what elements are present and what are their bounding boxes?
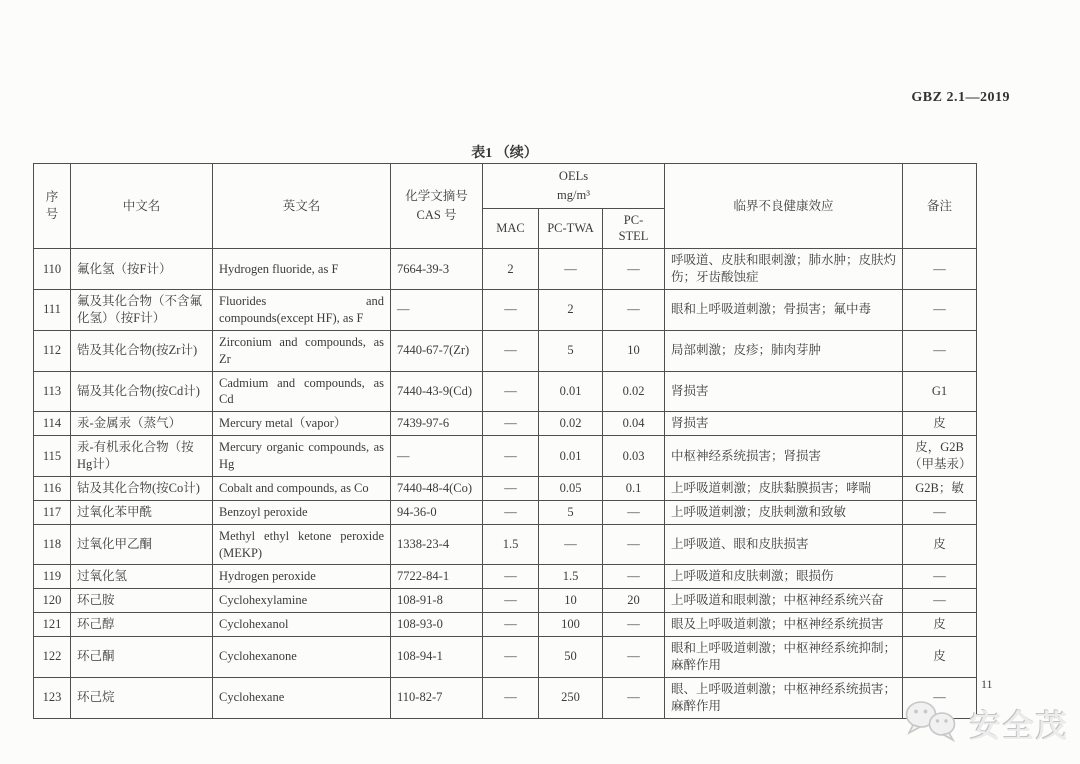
- table-header: [34, 164, 977, 249]
- cell-english-name: Cobalt and compounds, as Co: [213, 476, 391, 500]
- table-row: [34, 500, 977, 524]
- table-row: [34, 677, 977, 718]
- cell-pc-stel: —: [603, 500, 665, 524]
- cell-pc-stel: —: [603, 613, 665, 637]
- table-row: [34, 249, 977, 290]
- table-row: [34, 589, 977, 613]
- cell-health-effect: 中枢神经系统损害；肾损害: [665, 436, 903, 477]
- header-pc-stel: PC-STEL: [603, 208, 665, 249]
- cell-cas-number: 108-91-8: [391, 589, 483, 613]
- header-no: 序号: [34, 164, 71, 249]
- cell-english-name: Hydrogen fluoride, as F: [213, 249, 391, 290]
- cell-health-effect: 呼吸道、皮肤和眼刺激；肺水肿；皮肤灼伤；牙齿酸蚀症: [665, 249, 903, 290]
- cell-cas-number: 94-36-0: [391, 500, 483, 524]
- cell-remark: 皮: [903, 524, 977, 565]
- cell-english-name: Cyclohexane: [213, 677, 391, 718]
- header-chinese-name: 中文名: [71, 164, 213, 249]
- table-row: [34, 565, 977, 589]
- cell-english-name: Methyl ethyl ketone peroxide (MEKP): [213, 524, 391, 565]
- cell-no: 114: [34, 412, 71, 436]
- cell-english-name: Fluorides and compounds(except HF), as F: [213, 290, 391, 331]
- cell-remark: 皮，G2B（甲基汞）: [903, 436, 977, 477]
- cell-health-effect: 上呼吸道和皮肤刺激；眼损伤: [665, 565, 903, 589]
- header-english-name: 英文名: [213, 164, 391, 249]
- cell-pc-twa: 0.01: [539, 371, 603, 412]
- cell-health-effect: 上呼吸道刺激；皮肤黏膜损害；哮喘: [665, 476, 903, 500]
- cell-cas-number: —: [391, 290, 483, 331]
- cell-mac: —: [483, 500, 539, 524]
- cell-pc-stel: 0.04: [603, 412, 665, 436]
- cell-remark: —: [903, 249, 977, 290]
- cell-no: 111: [34, 290, 71, 331]
- cell-chinese-name: 过氧化氢: [71, 565, 213, 589]
- wechat-bubbles-icon: [903, 699, 963, 748]
- cell-english-name: Mercury organic compounds, as Hg: [213, 436, 391, 477]
- oel-table: [33, 163, 977, 719]
- cell-chinese-name: 环己胺: [71, 589, 213, 613]
- cell-pc-stel: —: [603, 677, 665, 718]
- cell-no: 122: [34, 637, 71, 678]
- cell-remark: —: [903, 565, 977, 589]
- cell-no: 115: [34, 436, 71, 477]
- cell-no: 120: [34, 589, 71, 613]
- page-number: 11: [981, 677, 993, 691]
- cell-pc-stel: 0.02: [603, 371, 665, 412]
- cell-cas-number: 7440-48-4(Co): [391, 476, 483, 500]
- cell-english-name: Cyclohexanone: [213, 637, 391, 678]
- cell-chinese-name: 钴及其化合物(按Co计): [71, 476, 213, 500]
- cell-english-name: Cyclohexanol: [213, 613, 391, 637]
- cell-pc-stel: 10: [603, 330, 665, 371]
- cell-chinese-name: 锆及其化合物(按Zr计): [71, 330, 213, 371]
- cell-pc-stel: —: [603, 565, 665, 589]
- cell-pc-twa: 100: [539, 613, 603, 637]
- cell-pc-twa: 50: [539, 637, 603, 678]
- cell-cas-number: 7440-43-9(Cd): [391, 371, 483, 412]
- cell-cas-number: 108-93-0: [391, 613, 483, 637]
- cell-pc-stel: —: [603, 524, 665, 565]
- cell-cas-number: 7439-97-6: [391, 412, 483, 436]
- cell-pc-stel: —: [603, 290, 665, 331]
- cell-cas-number: 7664-39-3: [391, 249, 483, 290]
- cell-pc-twa: 1.5: [539, 565, 603, 589]
- table-row: [34, 330, 977, 371]
- cell-pc-twa: —: [539, 249, 603, 290]
- cell-mac: —: [483, 412, 539, 436]
- table-row: [34, 637, 977, 678]
- table-row: [34, 290, 977, 331]
- cell-pc-twa: 0.05: [539, 476, 603, 500]
- cell-pc-stel: —: [603, 249, 665, 290]
- watermark: [903, 699, 1069, 748]
- cell-cas-number: 7440-67-7(Zr): [391, 330, 483, 371]
- table-row: [34, 524, 977, 565]
- header-cas: [391, 164, 483, 249]
- cell-pc-stel: —: [603, 637, 665, 678]
- header-cas-line1: 化学文摘号: [405, 189, 468, 204]
- cell-chinese-name: 汞-金属汞（蒸气）: [71, 412, 213, 436]
- cell-health-effect: 眼及上呼吸道刺激；中枢神经系统损害: [665, 613, 903, 637]
- cell-health-effect: 肾损害: [665, 371, 903, 412]
- cell-no: 117: [34, 500, 71, 524]
- cell-no: 119: [34, 565, 71, 589]
- cell-remark: —: [903, 330, 977, 371]
- cell-remark: 皮: [903, 637, 977, 678]
- cell-pc-stel: 0.1: [603, 476, 665, 500]
- table-row: [34, 476, 977, 500]
- cell-no: 112: [34, 330, 71, 371]
- cell-health-effect: 眼和上呼吸道刺激；中枢神经系统抑制；麻醉作用: [665, 637, 903, 678]
- cell-no: 110: [34, 249, 71, 290]
- table-row: [34, 371, 977, 412]
- cell-mac: —: [483, 476, 539, 500]
- cell-chinese-name: 氟及其化合物（不含氟化氢）（按F计）: [71, 290, 213, 331]
- cell-pc-stel: 0.03: [603, 436, 665, 477]
- cell-remark: G2B；敏: [903, 476, 977, 500]
- cell-english-name: Cadmium and compounds, as Cd: [213, 371, 391, 412]
- header-pc-twa: PC-TWA: [539, 208, 603, 249]
- cell-remark: 皮: [903, 613, 977, 637]
- header-oels-line1: OELs: [558, 169, 589, 183]
- cell-pc-twa: 5: [539, 500, 603, 524]
- cell-cas-number: 110-82-7: [391, 677, 483, 718]
- cell-mac: —: [483, 371, 539, 412]
- cell-english-name: Mercury metal（vapor）: [213, 412, 391, 436]
- cell-mac: —: [483, 637, 539, 678]
- cell-pc-twa: 0.02: [539, 412, 603, 436]
- cell-english-name: Benzoyl peroxide: [213, 500, 391, 524]
- header-cas-line2: CAS 号: [416, 208, 457, 223]
- cell-no: 116: [34, 476, 71, 500]
- header-remark: 备注: [903, 164, 977, 249]
- cell-mac: —: [483, 589, 539, 613]
- cell-english-name: Zirconium and compounds, as Zr: [213, 330, 391, 371]
- cell-mac: —: [483, 613, 539, 637]
- doc-code: GBZ 2.1—2019: [911, 90, 1010, 105]
- cell-chinese-name: 镉及其化合物(按Cd计): [71, 371, 213, 412]
- cell-chinese-name: 环己烷: [71, 677, 213, 718]
- cell-pc-twa: 0.01: [539, 436, 603, 477]
- cell-mac: 1.5: [483, 524, 539, 565]
- cell-no: 123: [34, 677, 71, 718]
- cell-chinese-name: 过氧化苯甲酰: [71, 500, 213, 524]
- cell-pc-twa: —: [539, 524, 603, 565]
- table-row: [34, 613, 977, 637]
- cell-health-effect: 上呼吸道、眼和皮肤损害: [665, 524, 903, 565]
- cell-chinese-name: 汞-有机汞化合物（按Hg计）: [71, 436, 213, 477]
- cell-cas-number: 108-94-1: [391, 637, 483, 678]
- cell-pc-twa: 10: [539, 589, 603, 613]
- cell-remark: —: [903, 500, 977, 524]
- header-mac: MAC: [483, 208, 539, 249]
- cell-mac: —: [483, 330, 539, 371]
- cell-remark: G1: [903, 371, 977, 412]
- cell-cas-number: —: [391, 436, 483, 477]
- cell-mac: —: [483, 565, 539, 589]
- cell-chinese-name: 氟化氢（按F计）: [71, 249, 213, 290]
- cell-health-effect: 局部刺激；皮疹；肺肉芽肿: [665, 330, 903, 371]
- cell-pc-twa: 2: [539, 290, 603, 331]
- header-oels: [483, 164, 665, 209]
- cell-pc-twa: 250: [539, 677, 603, 718]
- watermark-text: 安全茂: [970, 709, 1069, 744]
- cell-health-effect: 眼、上呼吸道刺激；中枢神经系统损害；麻醉作用: [665, 677, 903, 718]
- cell-chinese-name: 环己醇: [71, 613, 213, 637]
- table-row: [34, 436, 977, 477]
- cell-english-name: Cyclohexylamine: [213, 589, 391, 613]
- cell-chinese-name: 过氧化甲乙酮: [71, 524, 213, 565]
- cell-no: 118: [34, 524, 71, 565]
- cell-remark: 皮: [903, 412, 977, 436]
- cell-mac: —: [483, 290, 539, 331]
- cell-pc-stel: 20: [603, 589, 665, 613]
- cell-mac: 2: [483, 249, 539, 290]
- cell-pc-twa: 5: [539, 330, 603, 371]
- cell-health-effect: 上呼吸道和眼刺激；中枢神经系统兴奋: [665, 589, 903, 613]
- cell-health-effect: 上呼吸道刺激；皮肤刺激和致敏: [665, 500, 903, 524]
- table-row: [34, 412, 977, 436]
- cell-remark: —: [903, 677, 977, 718]
- cell-mac: —: [483, 436, 539, 477]
- cell-health-effect: 肾损害: [665, 412, 903, 436]
- cell-remark: —: [903, 589, 977, 613]
- header-oels-line2: mg/m³: [557, 187, 590, 202]
- cell-english-name: Hydrogen peroxide: [213, 565, 391, 589]
- cell-mac: —: [483, 677, 539, 718]
- cell-cas-number: 1338-23-4: [391, 524, 483, 565]
- cell-no: 113: [34, 371, 71, 412]
- cell-no: 121: [34, 613, 71, 637]
- cell-cas-number: 7722-84-1: [391, 565, 483, 589]
- cell-health-effect: 眼和上呼吸道刺激；骨损害；氟中毒: [665, 290, 903, 331]
- table-title: 表1 （续）: [471, 146, 538, 161]
- table-body: [34, 249, 977, 718]
- header-effect: 临界不良健康效应: [665, 164, 903, 249]
- cell-chinese-name: 环己酮: [71, 637, 213, 678]
- cell-remark: —: [903, 290, 977, 331]
